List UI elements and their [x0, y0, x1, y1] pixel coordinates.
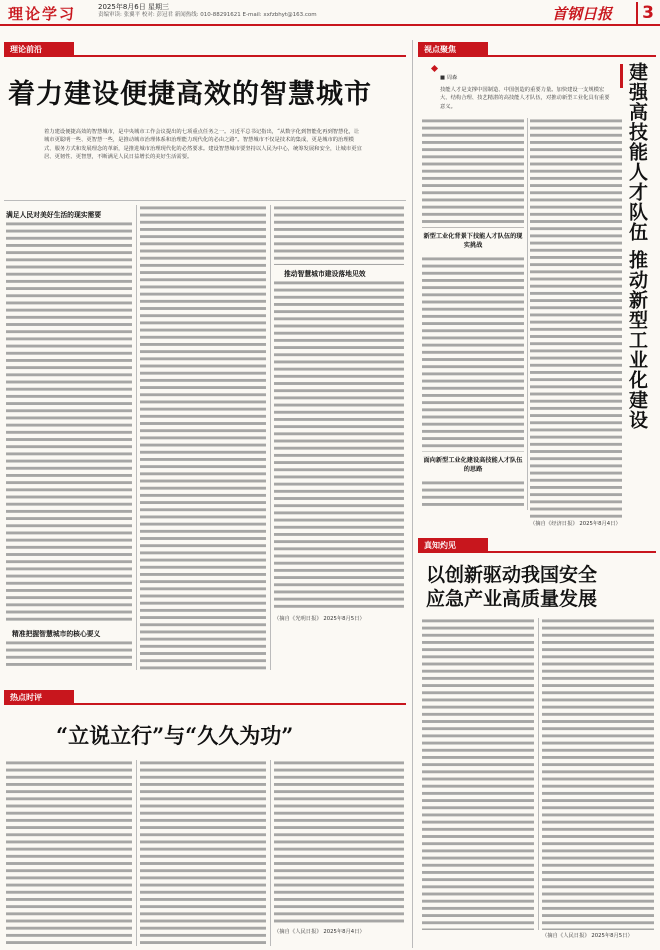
section-tag-left: 理论前沿 — [4, 42, 74, 57]
text-column — [422, 618, 534, 930]
text-column — [140, 205, 266, 670]
text-column — [422, 118, 524, 228]
text-column — [274, 760, 404, 926]
red-accent-bar — [620, 64, 623, 88]
text-column — [530, 118, 622, 518]
masthead — [0, 0, 660, 26]
section-tag-bottom: 热点时评 — [4, 690, 74, 705]
text-column — [6, 640, 132, 670]
article-title-safety-line2: 应急产业高质量发展 — [426, 588, 598, 610]
section-title: 理论学习 — [8, 5, 77, 23]
section-tag-right: 视点聚焦 — [418, 42, 488, 57]
column-rule — [412, 538, 413, 948]
issue-info — [98, 3, 317, 19]
newspaper-logo: 首钢日报 — [552, 5, 613, 23]
source-credit: （摘自《人民日报》 2025年8月5日） — [542, 933, 633, 939]
text-column — [6, 760, 132, 946]
text-column — [274, 280, 404, 610]
column-rule — [527, 118, 528, 510]
text-column — [274, 205, 404, 265]
article-intro: 技能人才是支撑中国制造、中国创造的重要力量。加快建设一支规模宏大、结构合理、技艺精湛的高技能人才队伍，对推动新型工业化具有重要意义。 — [440, 87, 610, 110]
subhead-core: 精准把握智慧城市的核心要义 — [12, 630, 101, 638]
article-title-safety-line1: 以创新驱动我国安全 — [426, 564, 598, 586]
text-column — [140, 760, 266, 946]
source-credit: （摘自《光明日报》 2025年8月5日） — [274, 616, 365, 622]
subhead-approach: 面向新型工业化建设高技能人才队伍的思路 — [423, 457, 523, 473]
article-title-smart-city: 着力建设便捷高效的智慧城市 — [8, 79, 372, 110]
text-column — [422, 256, 524, 452]
column-rule — [136, 205, 137, 670]
section-tag-middle: 真知灼见 — [418, 538, 488, 553]
section-rule-left — [4, 55, 406, 57]
section-rule-right — [418, 55, 656, 57]
source-credit: （摘自《经济日报》 2025年8月4日） — [530, 521, 621, 527]
staff-line: 责编审读: 张翼平 校对: 彭冠君 新闻热线: 010-88291621 E-mail: xxfzbhyt@163.com — [98, 12, 317, 18]
column-rule — [538, 618, 539, 930]
column-rule — [136, 760, 137, 946]
page-number: 3 — [636, 2, 658, 24]
article-title-skills: 建强高技能人才队伍 推动新型工业化建设 — [626, 62, 648, 430]
subhead-challenges: 新型工业化背景下技能人才队伍的现实挑战 — [423, 233, 523, 249]
text-column — [422, 480, 524, 510]
section-rule-middle — [418, 551, 656, 553]
subhead-needs: 满足人民对美好生活的现实需要 — [6, 211, 102, 219]
column-rule — [270, 205, 271, 670]
divider — [4, 200, 406, 201]
source-credit: （摘自《人民日报》 2025年8月4日） — [274, 929, 365, 935]
subhead-implement: 推动智慧城市建设落地见效 — [284, 270, 366, 278]
column-rule — [270, 760, 271, 946]
section-rule-bottom — [4, 703, 406, 705]
issue-date: 2025年8月6日 星期三 — [98, 3, 169, 11]
text-column — [542, 618, 654, 930]
red-diamond-icon — [431, 65, 438, 72]
text-column — [6, 221, 132, 621]
article-lead: 着力建设便捷高效的智慧城市，是中央城市工作会议提出的七项重点任务之一。习近平总书记指出，“从数字化到智能化再到智慧化，让城市更聪明一些、更智慧一些，是推动城市治理体系和治理能力现代化的必由之路”。智慧城市不仅是技术的集成，更是城市的治理模式、服务方式和发展理念的革新，是推进城市治理现代化的必然要求。建设智慧城市要坚持以人民为中心，统筹发展和安全，让城市更宜居、更韧性、更智慧，不断满足人民日益增长的美好生活需要。 — [44, 129, 362, 161]
article-title-commentary: “立说立行”与“久久为功” — [56, 723, 294, 748]
author-note: ■ 周森 — [440, 75, 458, 81]
